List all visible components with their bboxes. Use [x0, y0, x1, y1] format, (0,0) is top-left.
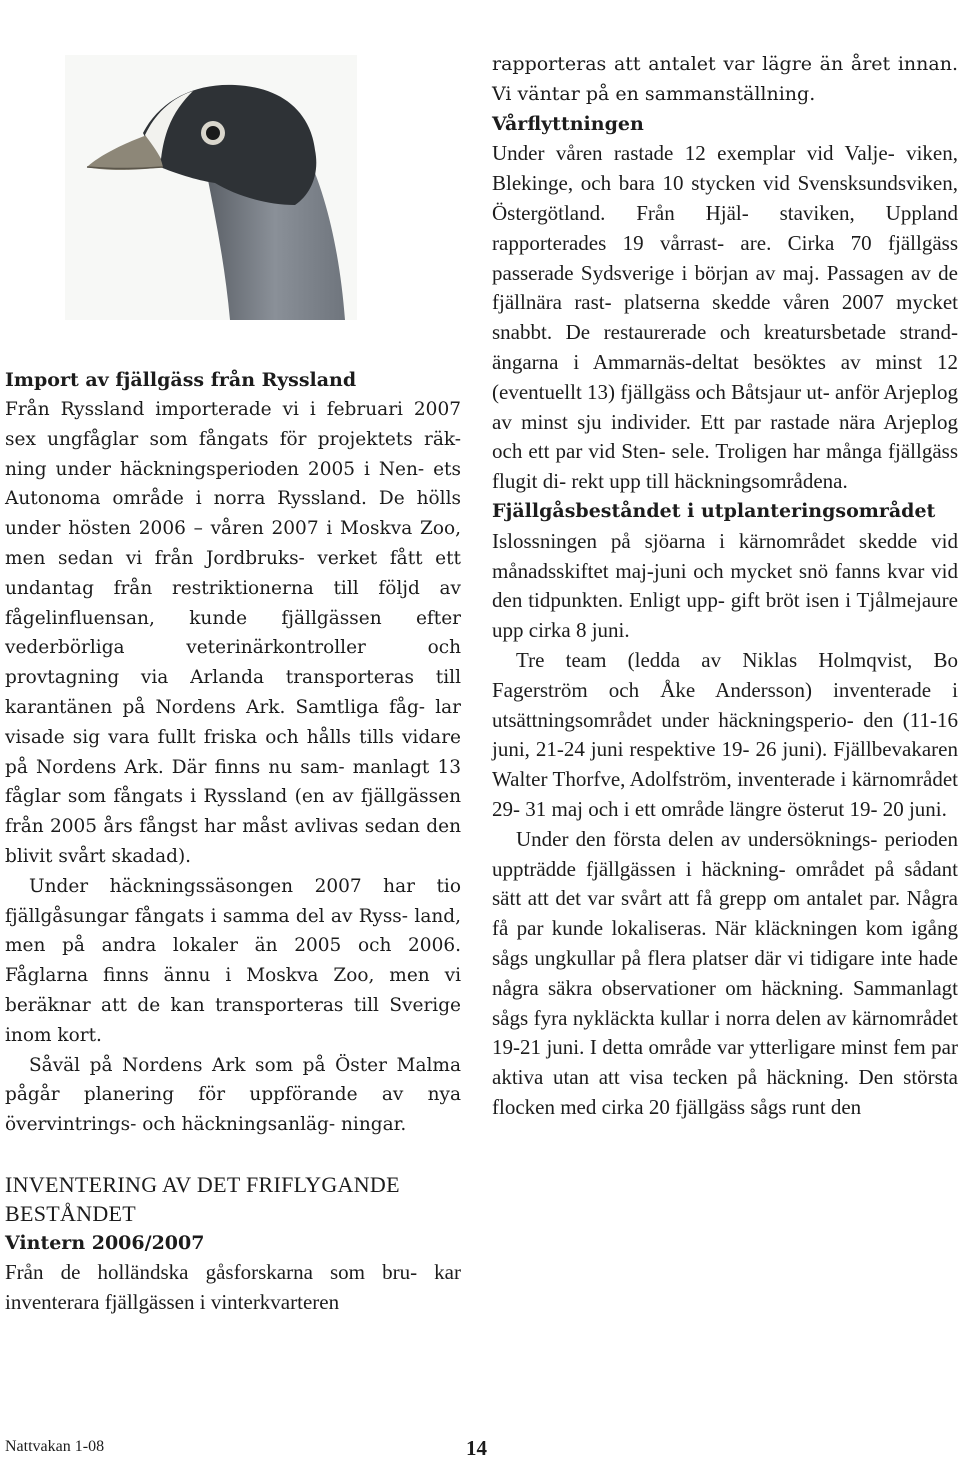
subhead-import: Import av fjällgäss från Ryssland: [5, 369, 357, 391]
paragraph-teams: Tre team (ledda av Niklas Holmqvist, Bo Fagerström och Åke Andersson) inventerade i utsättningsområdet under häckningsperio- den (11-16 juni, 21-24 juni respektive 19- 26 juni). Fjällbevakaren Walter Thorfve, Adolfström, inventerade i kärnområdet 29- 31 maj och i ett område längre österut 19- 20 juni.: [492, 647, 958, 821]
paragraph-survey: Under den första delen av undersöknings- perioden uppträdde fjällgässen i häckning- området på sådant sätt att det var svårt att få grepp om antalet par. Några få par kunde lokaliseras. När kläckningen kom igång sågs ungkullar på flera platser där vi tidigare inte hade några säkra observationer om häckning. Sammanlagt sågs fyra nykläckta kullar i norra delen av kärnområdet 19-21 juni. I detta område var ytterligare minst fem par aktiva utan att visa tecken på häckning. Den största flocken med cirka 20 fjällgäss sågs runt den: [492, 826, 958, 1119]
subhead-winter: Vintern 2006/2007: [5, 1231, 205, 1254]
subhead-stock: Fjällgåsbeståndet i utplanteringsområdet: [492, 499, 936, 522]
publication-footer: Nattvakan 1-08: [5, 1438, 105, 1455]
paragraph-planning: Såväl på Nordens Ark som på Öster Malma pågår planering för uppförande av nya övervintrings- och häckningsanläg- ningar.: [5, 1054, 461, 1136]
page-number: 14: [466, 1436, 487, 1460]
left-text-block: [5, 365, 461, 1318]
paragraph-breeding-season: Under häckningssäsongen 2007 har tio fjällgåsungar fångats i samma del av Ryss- land, men på andra lokaler än 2005 och 2006. Fåglarna finns ännu i Moskva Zoo, men vi beräknar att de kan transporteras till Sverige inom kort.: [5, 875, 461, 1046]
paragraph-spring: Under våren rastade 12 exemplar vid Valje- viken, Blekinge, och bara 10 stycken vid Svensksundsviken, Östergötland. Från Hjäl- staviken, Uppland rapporterades 19 vårrast- are. Cirka 70 fjällgäss passerade Sydsverige i början av maj. Passagen av de fjällnära rast- platserna skedde våren 2007 mycket snabbt. De restaurerade och kreatursbetade strand- ängarna i Ammarnäs-deltat besöktes av minst 12 (eventuellt 13) fjällgäss och Båtsjaur ut- anför Arjeplog av minst sju individer. Ett par rastade nära Arjeplog och ett par vid Sten- sele. Troligen har många fjällgäss flugit di- rekt upp till häckningsområdena.: [492, 141, 958, 494]
paragraph-continued: rapporteras att antalet var lägre än året innan. Vi väntar på en sammanställning.: [492, 53, 958, 105]
right-text-block: [492, 50, 958, 1123]
section-heading-inventory: INVENTERING AV DET FRIFLYGANDE BESTÅNDET: [5, 1171, 400, 1226]
paragraph-ice-breakup: Islossningen på sjöarna i kärnområdet skedde vid månadsskiftet maj-juni och mycket snö fanns kvar vid den tidpunkten. Enligt upp- gift bröt isen i Tjålmejaure upp cirka 8 juni.: [492, 528, 958, 643]
subhead-spring: Vårflyttningen: [492, 112, 644, 135]
paragraph-import: Från Ryssland importerade vi i februari 2007 sex ungfåglar som fångats för projektets räk- ning under häckningsperioden 2005 i Nen- ets Autonoma område i norra Ryssland. De hölls under hösten 2006 – våren 2007 i Moskva Zoo, men sedan vi från Jordbruks- verket fått ett undantag från restriktionerna till följd av fågelinfluensan, kunde fjällgässen efter vederbörliga veterinärkontroller och provtagning via Arlanda transporteras till karantänen på Nordens Ark. Samtliga fåg- lar visade sig vara fullt friska och hålls tills vidare på Nordens Ark. Där finns nu sam- manlagt 13 fåglar som fångats i Ryssland (en av fjällgässen från 2005 års fångst har måst avlivas sedan den blivit svårt skadad).: [5, 399, 461, 867]
paragraph-winter: Från de holländska gåsforskarna som bru- kar inventerara fjällgässen i vinterkvarteren: [5, 1259, 461, 1314]
goose-head-illustration: [65, 55, 357, 320]
